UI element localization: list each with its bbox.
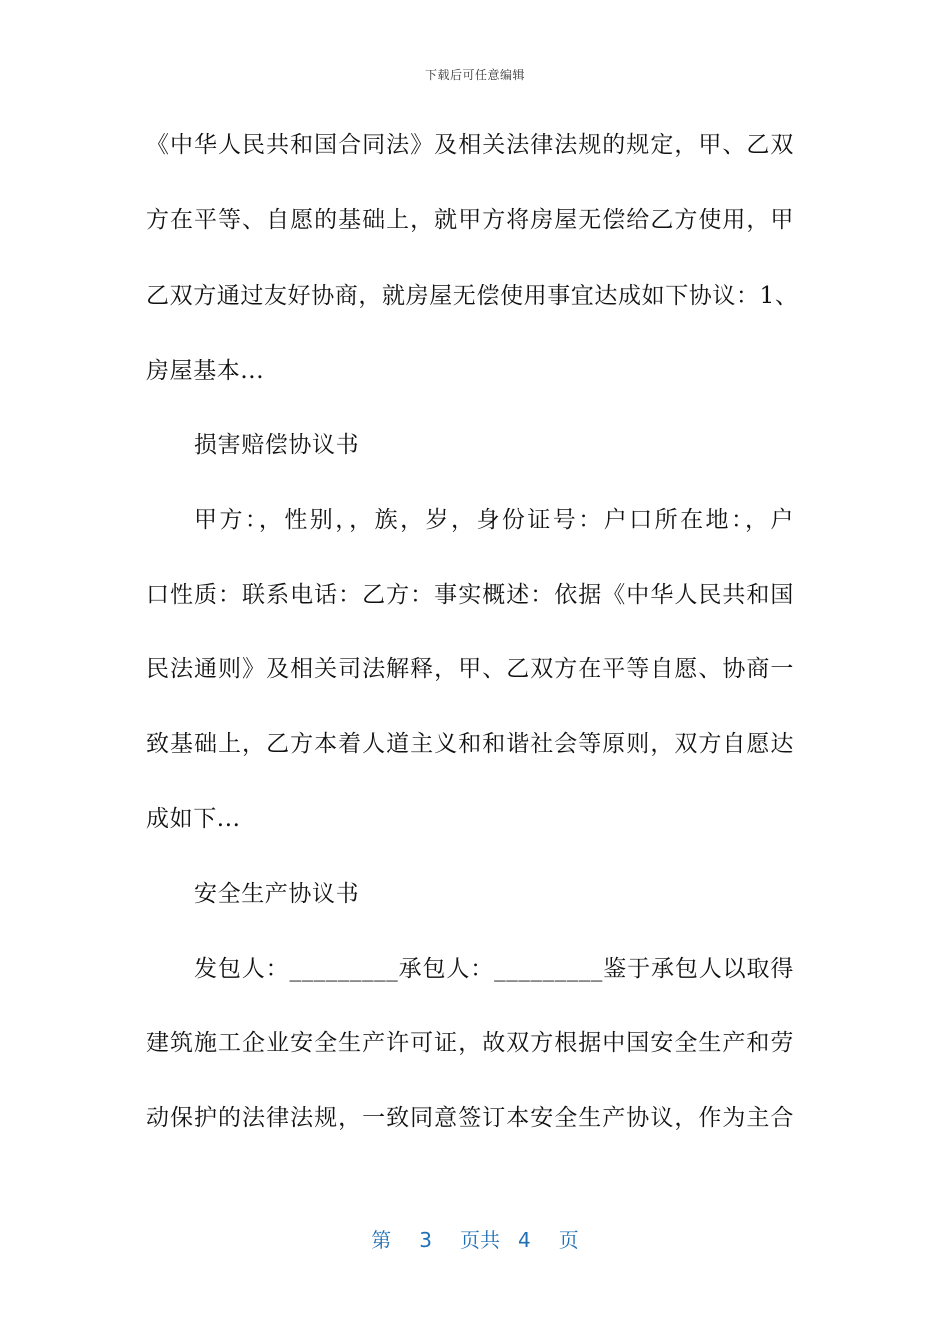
section-title-safety-production: 安全生产协议书 <box>194 881 360 907</box>
body-line-10: 成如下... <box>146 806 241 832</box>
page-header: 下载后可任意编辑 <box>424 68 525 82</box>
body-line-1: 《中华人民共和国合同法》及相关法律法规的规定，甲、乙双 <box>146 132 794 158</box>
body-line-7: 口性质：联系电话：乙方：事实概述：依据《中华人民共和国 <box>146 582 794 608</box>
body-line-3: 乙双方通过友好协商，就房屋无偿使用事宜达成如下协议：1、 <box>146 283 799 309</box>
body-line-9: 致基础上，乙方本着人道主义和和谐社会等原则，双方自愿达 <box>146 731 794 757</box>
page-label-suffix: 页 <box>558 1228 579 1252</box>
total-pages-number: 4 <box>518 1228 531 1252</box>
body-line-2: 方在平等、自愿的基础上，就甲方将房屋无偿给乙方使用，甲 <box>146 207 794 233</box>
body-line-6: 甲方：，性别，，族，岁，身份证号：户口所在地：，户 <box>194 507 794 533</box>
page-number-footer <box>0 1224 950 1253</box>
page-label-mid: 页共 <box>460 1228 500 1252</box>
current-page-number: 3 <box>419 1228 432 1252</box>
body-line-8: 民法通则》及相关司法解释，甲、乙双方在平等自愿、协商一 <box>146 656 794 682</box>
body-line-4: 房屋基本... <box>146 358 265 384</box>
section-title-damage-compensation: 损害赔偿协议书 <box>194 432 360 458</box>
body-line-14: 动保护的法律法规，一致同意签订本安全生产协议，作为主合 <box>146 1105 794 1131</box>
body-line-12: 发包人：_________承包人：_________鉴于承包人以取得 <box>194 956 794 982</box>
body-line-13: 建筑施工企业安全生产许可证，故双方根据中国安全生产和劳 <box>146 1030 794 1056</box>
page-label-prefix: 第 <box>371 1228 392 1252</box>
